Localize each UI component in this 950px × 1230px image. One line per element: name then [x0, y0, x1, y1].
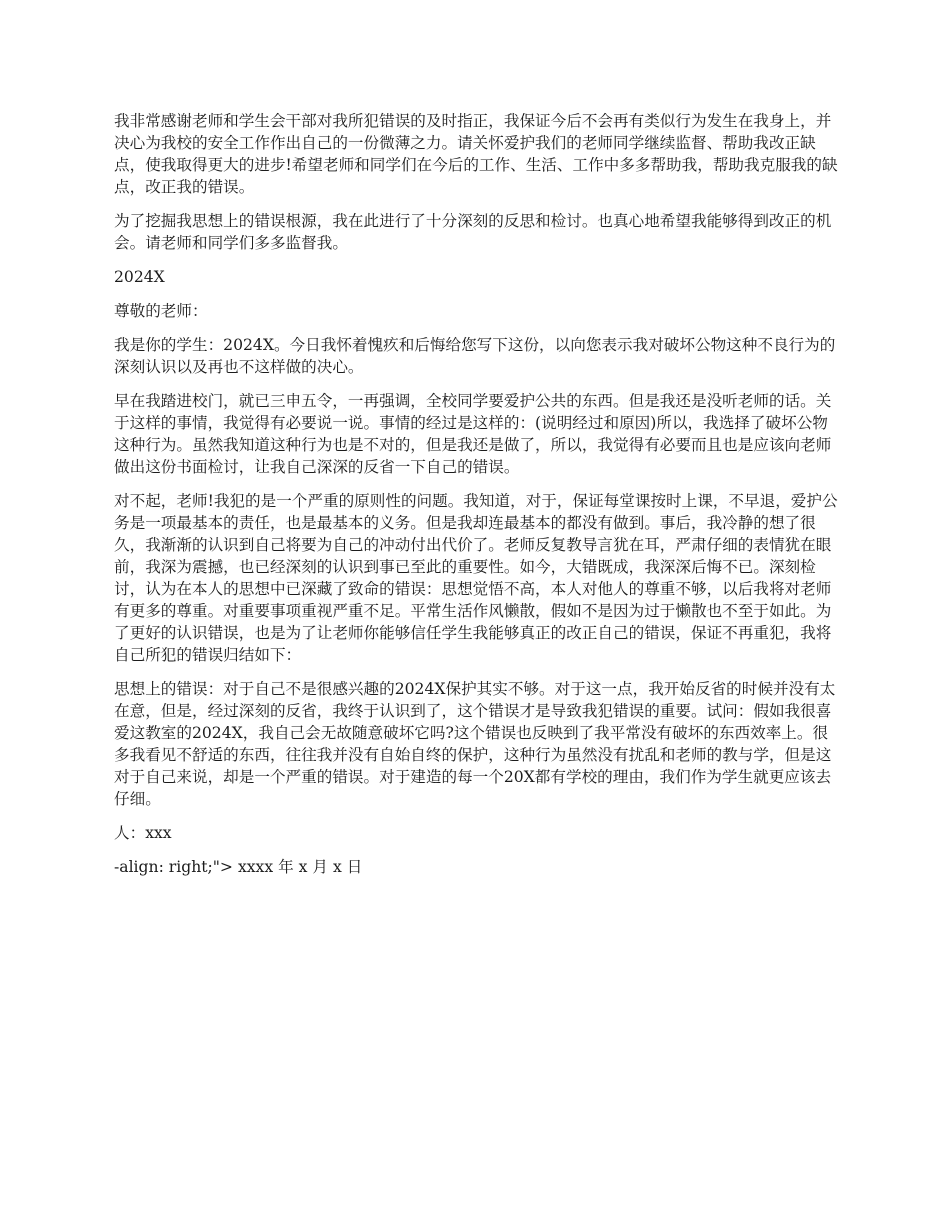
paragraph-date: -align: right;"> xxxx 年 x 月 x 日 — [114, 858, 363, 876]
paragraph-background: 早在我踏进校门，就已三申五令，一再强调，全校同学要爱护公共的东西。但是我还是没听老师的话。关于这样的事情，我觉得有必要说一说。事情的经过是这样的：(说明经过和原因)所以，我选择了破坏公物这种行为。虽然我知道这种行为也是不对的，但是我还是做了，所以，我觉得有必要而且也是应该向老师做出这份书面检讨，让我自己深深的反省一下自己的错误。 — [114, 392, 832, 476]
paragraph-introduction: 我是你的学生：2024X。今日我怀着愧疚和后悔给您写下这份，以向您表示我对破坏公物这种不良行为的深刻认识以及再也不这样做的决心。 — [114, 336, 836, 376]
paragraph-signature: 人：xxx — [114, 824, 172, 842]
paragraph-salutation: 尊敬的老师： — [114, 302, 208, 320]
paragraph-apology-thanks: 我非常感谢老师和学生会干部对我所犯错误的及时指正，我保证今后不会再有类似行为发生在我身上，并决心为我校的安全工作作出自己的一份微薄之力。请关怀爱护我们的老师同学继续监督、帮助我改正缺点，使我取得更大的进步!希望老师和同学们在今后的工作、生活、工作中多多帮助我，帮助我克服我的缺点，改正我的错误。 — [114, 112, 838, 196]
document-body — [114, 110, 840, 890]
paragraph-reflection: 为了挖掘我思想上的错误根源，我在此进行了十分深刻的反思和检讨。也真心地希望我能够得到改正的机会。请老师和同学们多多监督我。 — [114, 212, 832, 252]
paragraph-heading-id: 2024X — [114, 268, 165, 286]
paragraph-thought-error: 思想上的错误：对于自己不是很感兴趣的2024X保护其实不够。对于这一点，我开始反省的时候并没有太在意，但是，经过深刻的反省，我终于认识到了，这个错误才是导致我犯错误的重要。试问：假如我很喜爱这教室的2024X，我自己会无故随意破坏它吗?这个错误也反映到了我平常没有破坏的东西效率上。很多我看见不舒适的东西，往往我并没有自始自终的保护，这种行为虽然没有扰乱和老师的教与学，但是这对于自己来说，却是一个严重的错误。对于建造的每一个20X都有学校的理由，我们作为学生就更应该去仔细。 — [114, 680, 836, 808]
paragraph-apology: 对不起，老师!我犯的是一个严重的原则性的问题。我知道，对于，保证每堂课按时上课，不早退，爱护公务是一项最基本的责任，也是最基本的义务。但是我却连最基本的都没有做到。事后，我冷静的想了很久，我渐渐的认识到自己将要为自己的冲动付出代价了。老师反复教导言犹在耳，严肃仔细的表情犹在眼前，我深为震撼，也已经深刻的认识到事已至此的重要性。如今，大错既成，我深深后悔不已。深刻检讨，认为在本人的思想中已深藏了致命的错误：思想觉悟不高，本人对他人的尊重不够，以后我将对老师有更多的尊重。对重要事项重视严重不足。平常生活作风懒散，假如不是因为过于懒散也不至于如此。为了更好的认识错误，也是为了让老师你能够信任学生我能够真正的改正自己的错误，保证不再重犯，我将自己所犯的错误归结如下： — [114, 492, 838, 664]
